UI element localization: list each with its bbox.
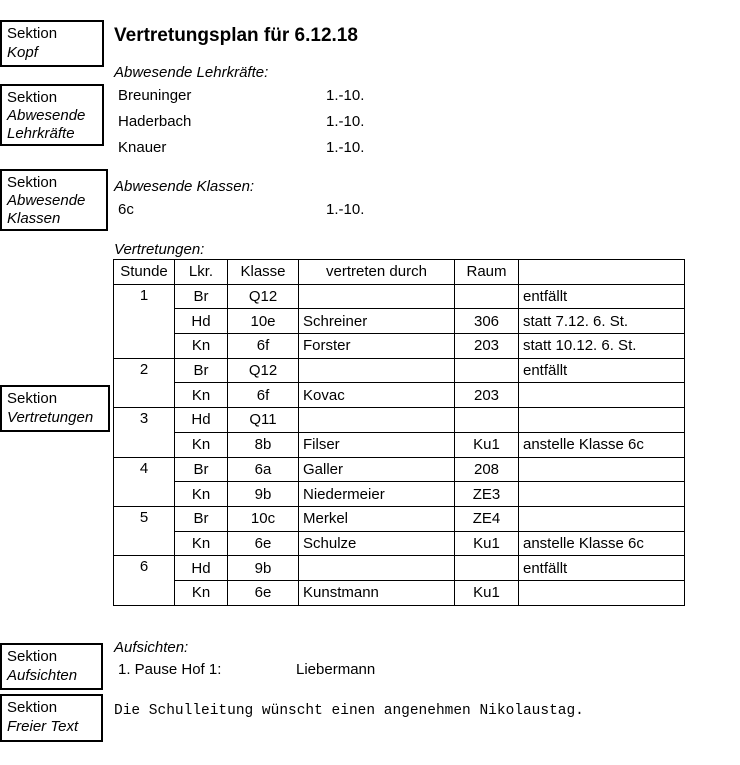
table-cell-bemerkung bbox=[519, 506, 685, 531]
column-header-vertreten-durch: vertreten durch bbox=[299, 260, 455, 285]
table-cell-raum bbox=[455, 358, 519, 383]
table-cell-bemerkung: entfällt bbox=[519, 358, 685, 383]
table-cell-raum: 306 bbox=[455, 309, 519, 334]
table-row bbox=[114, 482, 685, 507]
table-cell-klasse: Q12 bbox=[228, 284, 299, 309]
table-cell-klasse: 8b bbox=[228, 432, 299, 457]
table-cell-bemerkung: anstelle Klasse 6c bbox=[519, 432, 685, 457]
table-cell-lehrkraft: Hd bbox=[175, 408, 228, 433]
section-label-abwesende-lehrkraefte bbox=[0, 84, 104, 146]
section-label-line1: Sektion bbox=[7, 25, 58, 42]
absent-class-period: 1.-10. bbox=[326, 201, 365, 218]
table-cell-vertreten-durch: Schulze bbox=[299, 531, 455, 556]
table-row bbox=[114, 457, 685, 482]
table-cell-bemerkung: statt 10.12. 6. St. bbox=[519, 334, 685, 359]
table-cell-vertreten-durch: Merkel bbox=[299, 506, 455, 531]
table-cell-raum: 203 bbox=[455, 383, 519, 408]
absent-teacher-name: Knauer bbox=[118, 139, 167, 156]
section-label-kopf bbox=[0, 20, 104, 67]
table-cell-raum: Ku1 bbox=[455, 432, 519, 457]
section-label-abwesende-klassen bbox=[0, 169, 108, 231]
table-cell-klasse: 6a bbox=[228, 457, 299, 482]
absent-classes-heading: Abwesende Klassen: bbox=[114, 178, 255, 195]
table-cell-raum: 208 bbox=[455, 457, 519, 482]
table-cell-klasse: 6e bbox=[228, 580, 299, 605]
table-cell-klasse: 10e bbox=[228, 309, 299, 334]
table-cell-raum: ZE4 bbox=[455, 506, 519, 531]
supervision-slot: 1. Pause Hof 1: bbox=[118, 661, 222, 678]
table-cell-vertreten-durch: Schreiner bbox=[299, 309, 455, 334]
free-text: Die Schulleitung wünscht einen angenehmen Nikolaustag. bbox=[114, 703, 584, 719]
section-label-line2: Freier Text bbox=[7, 718, 79, 735]
table-cell-vertreten-durch: Filser bbox=[299, 432, 455, 457]
table-cell-stunde: 5 bbox=[114, 506, 175, 555]
table-cell-klasse: 9b bbox=[228, 482, 299, 507]
table-cell-bemerkung bbox=[519, 383, 685, 408]
column-header-stunde: Stunde bbox=[114, 260, 175, 285]
table-cell-lehrkraft: Hd bbox=[175, 309, 228, 334]
supervision-heading: Aufsichten: bbox=[114, 639, 189, 656]
table-cell-bemerkung bbox=[519, 482, 685, 507]
table-cell-vertreten-durch: Kunstmann bbox=[299, 580, 455, 605]
supervision-teacher: Liebermann bbox=[296, 661, 376, 678]
table-header-row bbox=[114, 260, 685, 285]
section-label-line1: Sektion bbox=[7, 699, 58, 716]
table-cell-lehrkraft: Kn bbox=[175, 383, 228, 408]
substitutions-table bbox=[113, 259, 685, 606]
table-cell-lehrkraft: Hd bbox=[175, 556, 228, 581]
absent-teacher-period: 1.-10. bbox=[326, 139, 365, 156]
section-label-line2: Abwesende Lehrkräfte bbox=[7, 107, 86, 142]
table-cell-raum: Ku1 bbox=[455, 580, 519, 605]
absent-teacher-period: 1.-10. bbox=[326, 113, 365, 130]
table-cell-lehrkraft: Br bbox=[175, 284, 228, 309]
table-row bbox=[114, 383, 685, 408]
section-label-line2: Abwesende Klassen bbox=[7, 192, 86, 227]
table-cell-klasse: 6e bbox=[228, 531, 299, 556]
section-label-freier-text bbox=[0, 694, 103, 742]
section-label-vertretungen bbox=[0, 385, 110, 432]
table-cell-lehrkraft: Kn bbox=[175, 334, 228, 359]
table-cell-raum bbox=[455, 556, 519, 581]
table-row bbox=[114, 358, 685, 383]
substitutions-heading: Vertretungen: bbox=[114, 241, 205, 258]
column-header-lehrkraft: Lkr. bbox=[175, 260, 228, 285]
table-cell-lehrkraft: Br bbox=[175, 358, 228, 383]
table-cell-vertreten-durch: Forster bbox=[299, 334, 455, 359]
table-row bbox=[114, 580, 685, 605]
table-cell-klasse: Q11 bbox=[228, 408, 299, 433]
table-cell-lehrkraft: Br bbox=[175, 457, 228, 482]
section-label-line2: Aufsichten bbox=[7, 667, 78, 684]
table-cell-vertreten-durch bbox=[299, 556, 455, 581]
table-row bbox=[114, 506, 685, 531]
table-cell-lehrkraft: Kn bbox=[175, 482, 228, 507]
table-cell-klasse: 9b bbox=[228, 556, 299, 581]
table-cell-bemerkung: anstelle Klasse 6c bbox=[519, 531, 685, 556]
table-cell-klasse: 6f bbox=[228, 383, 299, 408]
table-cell-vertreten-durch bbox=[299, 284, 455, 309]
table-cell-vertreten-durch bbox=[299, 358, 455, 383]
table-cell-vertreten-durch: Kovac bbox=[299, 383, 455, 408]
table-cell-raum: Ku1 bbox=[455, 531, 519, 556]
table-cell-vertreten-durch: Galler bbox=[299, 457, 455, 482]
table-cell-stunde: 4 bbox=[114, 457, 175, 506]
table-cell-bemerkung bbox=[519, 408, 685, 433]
table-row bbox=[114, 432, 685, 457]
table-cell-raum bbox=[455, 284, 519, 309]
table-cell-stunde: 6 bbox=[114, 556, 175, 605]
table-row bbox=[114, 531, 685, 556]
section-label-line1: Sektion bbox=[7, 174, 58, 191]
table-cell-stunde: 2 bbox=[114, 358, 175, 407]
absent-teacher-period: 1.-10. bbox=[326, 87, 365, 104]
section-label-line1: Sektion bbox=[7, 89, 58, 106]
table-cell-vertreten-durch bbox=[299, 408, 455, 433]
table-cell-lehrkraft: Kn bbox=[175, 531, 228, 556]
column-header-klasse: Klasse bbox=[228, 260, 299, 285]
absent-teacher-name: Breuninger bbox=[118, 87, 192, 104]
section-label-line1: Sektion bbox=[7, 648, 58, 665]
absent-teachers-heading: Abwesende Lehrkräfte: bbox=[114, 64, 269, 81]
table-cell-raum bbox=[455, 408, 519, 433]
table-row bbox=[114, 284, 685, 309]
table-cell-raum: 203 bbox=[455, 334, 519, 359]
table-cell-lehrkraft: Br bbox=[175, 506, 228, 531]
table-row bbox=[114, 334, 685, 359]
table-row bbox=[114, 408, 685, 433]
table-cell-stunde: 1 bbox=[114, 284, 175, 358]
table-cell-bemerkung: entfällt bbox=[519, 556, 685, 581]
table-cell-klasse: 10c bbox=[228, 506, 299, 531]
absent-class-name: 6c bbox=[118, 201, 134, 218]
column-header-raum: Raum bbox=[455, 260, 519, 285]
table-cell-bemerkung: statt 7.12. 6. St. bbox=[519, 309, 685, 334]
table-cell-klasse: Q12 bbox=[228, 358, 299, 383]
table-cell-lehrkraft: Kn bbox=[175, 432, 228, 457]
table-cell-stunde: 3 bbox=[114, 408, 175, 457]
table-row bbox=[114, 556, 685, 581]
section-label-line2: Vertretungen bbox=[7, 409, 94, 426]
table-cell-vertreten-durch: Niedermeier bbox=[299, 482, 455, 507]
table-row bbox=[114, 309, 685, 334]
page-title: Vertretungsplan für 6.12.18 bbox=[114, 25, 358, 46]
table-cell-bemerkung bbox=[519, 457, 685, 482]
section-label-aufsichten bbox=[0, 643, 103, 690]
table-cell-klasse: 6f bbox=[228, 334, 299, 359]
absent-teacher-name: Haderbach bbox=[118, 113, 192, 130]
table-cell-raum: ZE3 bbox=[455, 482, 519, 507]
table-cell-bemerkung: entfällt bbox=[519, 284, 685, 309]
section-label-line1: Sektion bbox=[7, 390, 58, 407]
table-cell-lehrkraft: Kn bbox=[175, 580, 228, 605]
section-label-line2: Kopf bbox=[7, 44, 38, 61]
table-cell-bemerkung bbox=[519, 580, 685, 605]
column-header-bemerkung bbox=[519, 260, 685, 285]
